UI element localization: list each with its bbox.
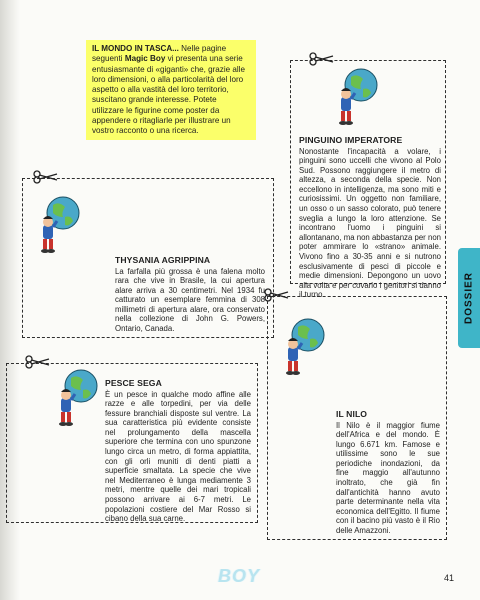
intro-brand: Magic Boy (124, 54, 166, 64)
card-thysania-title: THYSANIA AGRIPPINA (115, 255, 211, 265)
card-nilo (267, 296, 447, 540)
dossier-tab (458, 248, 480, 348)
card-pinguino-body: Nonostante l'incapacità a volare, i pinguini sono uccelli che vivono al Polo Sud. Possono raggiungere il metro di altezza, a seconda della specie. Non eccellono in intelligenza, ma sono miti e curiosissimi. Un oggetto non familiare, un osso o un sasso colorato, può tenere sveglia a lungo la loro attenzione. Se incontrano l'uomo i pinguini si allontanano, ma non abbastanza per non poter ammirare lo «strano» animale. Vivono fino a 30-35 anni e si nutrono esclusivamente di pesci di piccole e medie dimensioni. Depongono un uovo alla volta e per covarlo i genitori si danno il turno. (299, 146, 441, 300)
card-pesce-text (105, 378, 251, 524)
globe-character-icon (53, 368, 103, 428)
card-thysania (22, 178, 274, 338)
intro-box (86, 40, 256, 140)
intro-text-a: Nelle pagine seguenti (92, 44, 227, 64)
card-pesce (6, 363, 258, 523)
magazine-logo (218, 566, 260, 587)
scissors-icon (309, 52, 335, 66)
scissors-icon (25, 355, 51, 369)
card-pinguino (290, 60, 446, 300)
magazine-logo-text: BOY (218, 566, 261, 586)
intro-text-b: vi presenta una serie entusiasmante di «giganti» che, grazie alle loro dimensioni, o alla particolarità del loro aspetto o alla vastità del loro territorio, suscitano grande interesse. Potete utilizzare le figurine come poster da appendere o ritagliarle per illustrare un vostro racconto o una ricerca. (92, 54, 245, 136)
card-pesce-title: PESCE SEGA (105, 378, 162, 388)
intro-lead: IL MONDO IN TASCA... (92, 44, 179, 53)
card-pinguino-text (299, 135, 441, 300)
globe-character-icon (333, 67, 383, 127)
scissors-icon (33, 170, 59, 184)
page-number: 41 (444, 573, 455, 583)
card-pesce-body: È un pesce in qualche modo affine alle razze e alle torpedini, per via delle fessure branchiali disposte sul ventre. La sua caratteristica più evidente consiste nel prolungamento della mascella superiore che termina con uno spunzone lungo circa un metro, di forma appiattita, con gli orli muniti di denti piatti a superficie smaltata. La specie che vive nel Mediterraneo è lunga mediamente 3 metri, mentre quelle dei mari tropicali possono arrivare ai 6-7 metri. Le popolazioni costiere del Mar Rosso si cibano della sua carne. (105, 389, 251, 524)
card-nilo-text (336, 409, 440, 536)
card-pinguino-title: PINGUINO IMPERATORE (299, 135, 403, 145)
card-nilo-body: Il Nilo è il maggior fiume dell'Africa e del mondo. È lungo 6.671 km. Famose e utilissime sono le sue periodiche inondazioni, da fine maggio all'autunno inoltrato, che già fin dall'antichità hanno avuto parte determinante nella vita economica dell'Egitto. Il fiume con il bacino più vasto è il Rio delle Amazzoni. (336, 420, 440, 535)
globe-character-icon (280, 317, 330, 377)
card-nilo-title: IL NILO (336, 409, 368, 419)
scissors-icon (264, 288, 290, 302)
dossier-tab-label: DOSSIER (463, 271, 475, 325)
card-thysania-body: La farfalla più grossa è una falena molto rara che vive in Brasile, la cui apertura alare arriva a 30 centimetri. Nel 1934 fu catturato un esemplare femmina di 308 millimetri di apertura alare, ora conservato nella collezione di John G. Powers, Ontario, Canada. (115, 266, 265, 334)
globe-character-icon (35, 195, 85, 255)
card-thysania-text (115, 255, 265, 334)
